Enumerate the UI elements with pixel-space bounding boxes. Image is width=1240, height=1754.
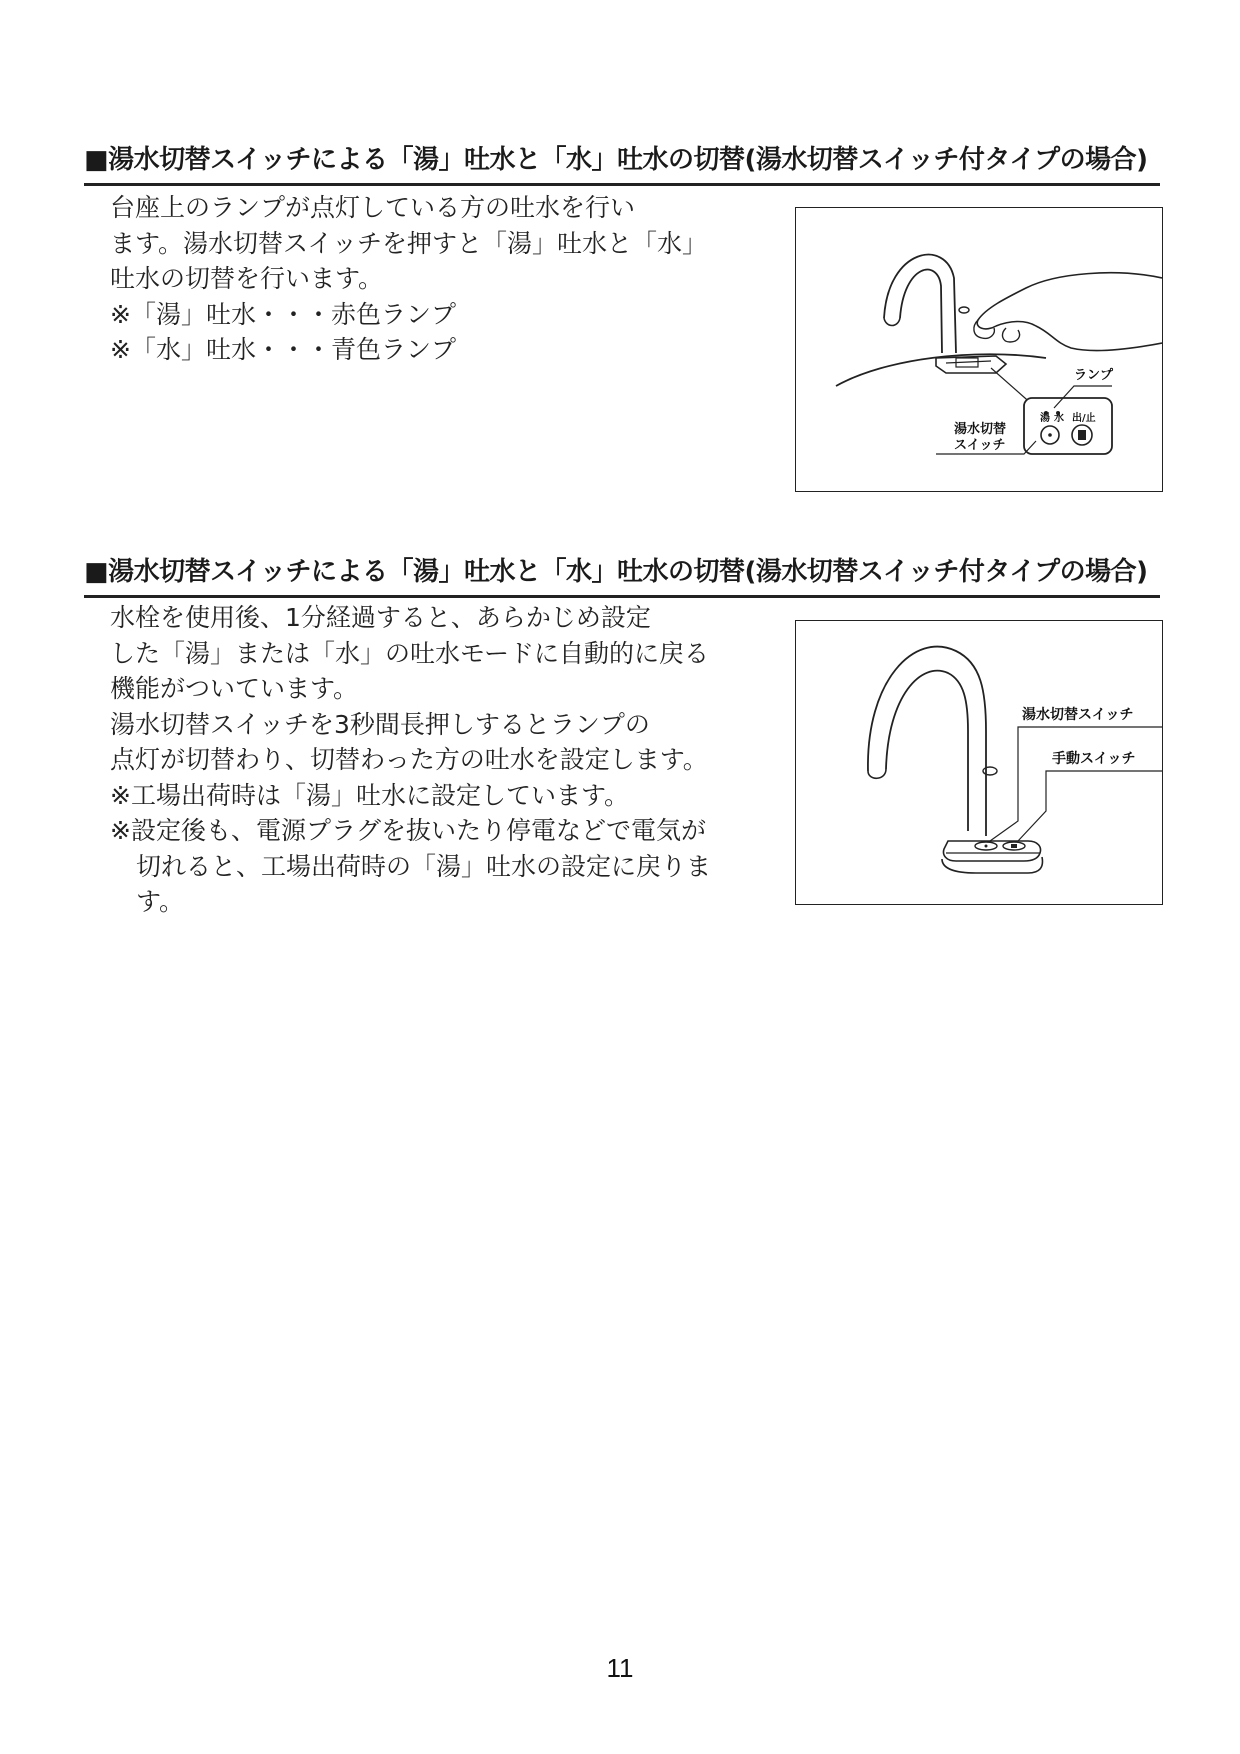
switch-callout-label: 湯水切替スイッチ <box>1022 707 1134 723</box>
section-2-line: 点灯が切替わり、切替わった方の吐水を設定します。 <box>110 745 708 774</box>
manual-switch-callout-label: 手動スイッチ <box>1052 751 1136 767</box>
section-2-line: 水栓を使用後、1分経過すると、あらかじめ設定 <box>110 603 651 632</box>
section-1-line: ※「水」吐水・・・青色ランプ <box>110 335 456 364</box>
section-2-line: 機能がついています。 <box>110 674 359 703</box>
section-1-line: ※「湯」吐水・・・赤色ランプ <box>110 299 456 329</box>
section-2-line: した「湯」または「水」の吐水モードに自動的に戻る <box>110 638 710 668</box>
section-1-body <box>110 190 708 368</box>
section-1-line: ます。湯水切替スイッチを押すと「湯」吐水と「水」 <box>110 228 708 258</box>
section-2-line: 湯水切替スイッチを3秒間長押しするとランプの <box>110 709 650 739</box>
section-1-title: ■湯水切替スイッチによる「湯」吐水と「水」吐水の切替(湯水切替スイッチ付タイプの場合) <box>84 143 1160 186</box>
section-1-line: 吐水の切替を行います。 <box>110 264 384 293</box>
panel-water-label: 水 <box>1054 413 1064 424</box>
panel-hot-label: 湯 <box>1040 413 1050 424</box>
section-1-line: 台座上のランプが点灯している方の吐水を行い <box>110 193 636 222</box>
section-2-title: ■湯水切替スイッチによる「湯」吐水と「水」吐水の切替(湯水切替スイッチ付タイプの場合) <box>84 555 1160 598</box>
section-2-note: ※設定後も、電源プラグを抜いたり停電などで電気が切れると、工場出荷時の「湯」吐水の設定に戻ります。 <box>110 816 712 916</box>
faucet-switch-figure <box>795 620 1163 905</box>
section-2-body <box>110 600 712 920</box>
switch-label-line1: 湯水切替 <box>954 422 1007 437</box>
faucet-lamp-figure <box>795 207 1163 492</box>
section-2-line: ※工場出荷時は「湯」吐水に設定しています。 <box>110 780 629 810</box>
panel-onoff-label: 出/止 <box>1072 413 1096 424</box>
switch-label-line2: スイッチ <box>954 438 1006 453</box>
page-number: 11 <box>606 1653 634 1683</box>
lamp-label: ランプ <box>1074 368 1114 383</box>
